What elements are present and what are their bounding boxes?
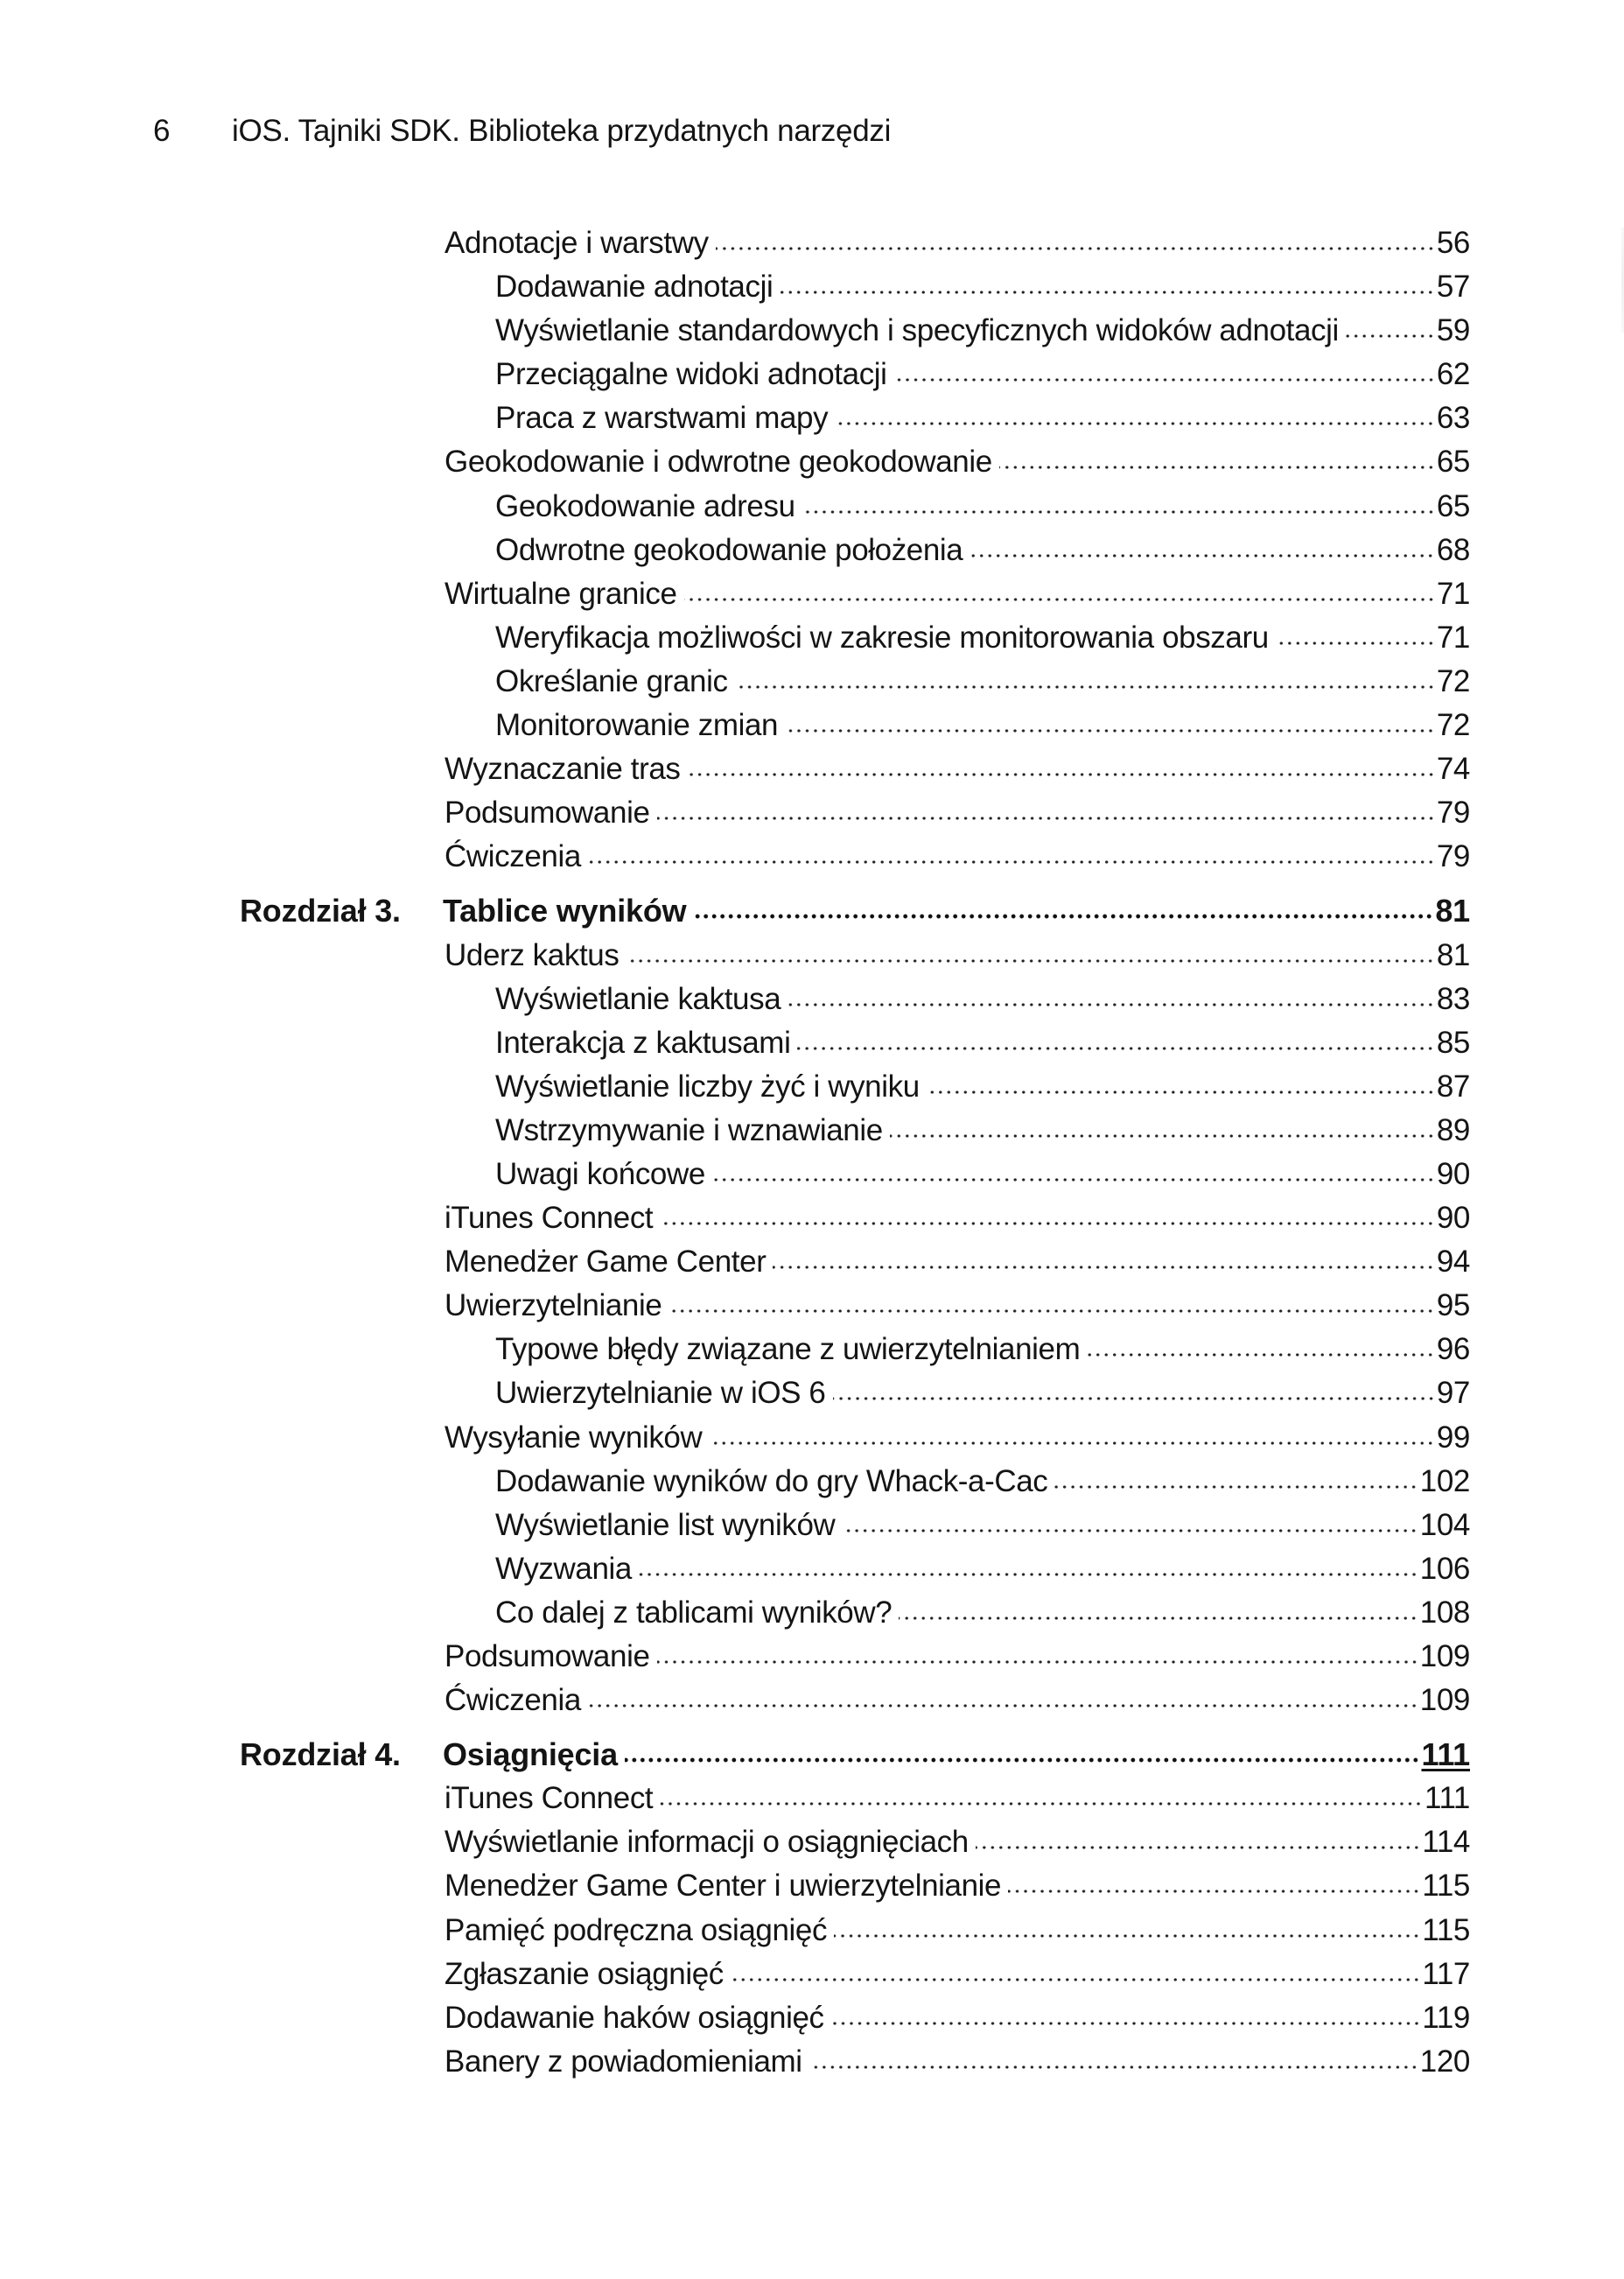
dot-leader — [788, 1003, 1435, 1006]
toc-entry-line — [444, 791, 1470, 835]
toc-subsection[interactable] — [0, 265, 1624, 309]
toc-subsection[interactable] — [0, 978, 1624, 1021]
toc-section[interactable] — [0, 1284, 1624, 1328]
toc-subsection[interactable] — [0, 529, 1624, 572]
toc-subsection[interactable] — [0, 485, 1624, 529]
dot-leader — [657, 817, 1435, 820]
dot-leader — [668, 1309, 1434, 1313]
toc-entry-line — [495, 1109, 1470, 1153]
dot-leader — [809, 2065, 1418, 2069]
toc-entry-page: 115 — [1422, 1869, 1470, 1904]
toc-entry-line — [444, 1196, 1470, 1240]
toc-entry-title: iTunes Connect — [444, 1781, 654, 1816]
toc-entry-page: 57 — [1436, 270, 1470, 305]
dot-leader — [625, 1757, 1420, 1763]
dot-leader — [660, 1222, 1435, 1225]
toc-entry-title: Dodawanie wyników do gry Whack-a-Cac — [495, 1463, 1048, 1498]
toc-section[interactable] — [0, 1909, 1624, 1953]
toc-entry-line — [495, 704, 1470, 747]
dot-leader — [639, 1573, 1418, 1576]
toc-entry-page: 94 — [1436, 1245, 1470, 1280]
dot-leader — [626, 959, 1434, 963]
toc-entry-page: 90 — [1436, 1201, 1470, 1236]
toc-entry-title: Podsumowanie — [444, 796, 650, 831]
toc-entry-title: Weryfikacja możliwości w zakresie monitorowania obszaru — [495, 620, 1269, 655]
dot-leader — [797, 1047, 1434, 1050]
toc-entry-page: 102 — [1419, 1463, 1470, 1498]
toc-entry-title: Wyznaczanie tras — [444, 752, 681, 787]
toc-entry-title: Uderz kaktus — [444, 937, 620, 972]
dot-leader — [712, 1178, 1435, 1182]
dot-leader — [999, 466, 1435, 469]
toc-entry-page: 68 — [1436, 532, 1470, 567]
toc-entry-title: Wysyłanie wyników — [444, 1420, 703, 1455]
toc-entry-line — [495, 660, 1470, 704]
toc-section[interactable] — [0, 1864, 1624, 1908]
dot-leader — [1346, 334, 1435, 338]
toc-entry-line — [495, 1371, 1470, 1415]
toc-entry-title: Tablice wyników — [443, 893, 687, 929]
toc-entry-title: Zgłaszanie osiągnięć — [444, 1956, 724, 1991]
toc-section[interactable] — [0, 747, 1624, 791]
toc-section[interactable] — [0, 2040, 1624, 2084]
toc-entry-line — [444, 2040, 1470, 2084]
dot-leader — [890, 1134, 1435, 1138]
toc-entry-title: Menedżer Game Center i uwierzytelnianie — [444, 1869, 1002, 1904]
toc-entry-title: Określanie granic — [495, 663, 728, 698]
dot-leader — [773, 1266, 1434, 1269]
toc-entry-title: Menedżer Game Center — [444, 1245, 766, 1280]
toc-entry-page: 62 — [1436, 357, 1470, 392]
toc-entry-line — [444, 440, 1470, 484]
toc-entry-page: 104 — [1419, 1507, 1470, 1542]
toc-entry-page: 65 — [1436, 488, 1470, 523]
toc-section[interactable] — [0, 1996, 1624, 2040]
toc-entry-line — [444, 1284, 1470, 1328]
toc-entry-page: 56 — [1436, 226, 1470, 260]
toc-entry-line — [444, 1777, 1470, 1820]
toc-entry-page: 72 — [1436, 708, 1470, 743]
toc-entry-page: 114 — [1422, 1825, 1470, 1860]
dot-leader — [1054, 1485, 1418, 1489]
dot-leader — [657, 1660, 1418, 1664]
book-title: iOS. Tajniki SDK. Biblioteka przydatnych narzędzi — [232, 114, 892, 148]
toc-entry-title: Ćwiczenia — [444, 1683, 581, 1718]
running-head — [153, 112, 891, 151]
toc-entry-title: iTunes Connect — [444, 1201, 654, 1236]
toc-entry-title: Uwagi końcowe — [495, 1156, 705, 1191]
dot-leader — [842, 1529, 1418, 1532]
toc-entry-line — [444, 1996, 1470, 2040]
toc-subsection[interactable] — [0, 1153, 1624, 1196]
toc-subsection[interactable] — [0, 660, 1624, 704]
toc-entry-page: 108 — [1419, 1595, 1470, 1630]
toc-section[interactable] — [0, 221, 1624, 265]
toc-entry-line — [444, 1820, 1470, 1864]
toc-entry-line — [444, 934, 1470, 978]
toc-section[interactable] — [0, 1196, 1624, 1240]
dot-leader — [831, 2022, 1421, 2025]
toc-entry-line — [495, 485, 1470, 529]
toc-entry-line — [495, 353, 1470, 396]
toc-subsection[interactable] — [0, 1328, 1624, 1371]
toc-entry-page: 87 — [1436, 1069, 1470, 1104]
toc-chapter-heading[interactable] — [0, 1733, 1624, 1777]
dot-leader — [588, 860, 1435, 864]
dot-leader — [927, 1090, 1435, 1094]
toc-entry-line — [444, 221, 1470, 265]
toc-section[interactable] — [0, 1635, 1624, 1679]
toc-subsection[interactable] — [0, 1065, 1624, 1109]
toc-entry-line — [495, 1460, 1470, 1504]
toc-entry-line — [495, 529, 1470, 572]
toc-entry-page: 97 — [1436, 1376, 1470, 1411]
toc-entry-page: 106 — [1419, 1551, 1470, 1586]
chapter-label: Rozdział 4. — [240, 1736, 401, 1773]
toc-entry-line — [495, 396, 1470, 440]
toc-entry-page: 89 — [1436, 1112, 1470, 1147]
dot-leader — [588, 1704, 1418, 1707]
toc-entry-title: Banery z powiadomieniami — [444, 2044, 802, 2079]
dot-leader — [835, 422, 1435, 425]
toc-entry-page: 120 — [1419, 2044, 1470, 2079]
toc-entry-line — [495, 616, 1470, 660]
toc-subsection[interactable] — [0, 1371, 1624, 1415]
toc-entry-title: Praca z warstwami mapy — [495, 401, 829, 436]
toc-entry-line — [495, 1021, 1470, 1065]
dot-leader — [716, 247, 1435, 250]
toc-entry-page: 115 — [1422, 1912, 1470, 1947]
toc-subsection[interactable] — [0, 396, 1624, 440]
toc-entry-line — [443, 1733, 1470, 1777]
toc-entry-page: 83 — [1436, 981, 1470, 1016]
toc-entry-title: Geokodowanie adresu — [495, 488, 795, 523]
toc-entry-line — [495, 1153, 1470, 1196]
toc-entry-title: Ćwiczenia — [444, 839, 581, 874]
toc-entry-line — [444, 1864, 1470, 1908]
toc-entry-page: 79 — [1436, 796, 1470, 831]
toc-entry-title: Monitorowanie zmian — [495, 708, 779, 743]
toc-entry-page: 119 — [1422, 2000, 1470, 2035]
toc-entry-page: 95 — [1436, 1288, 1470, 1323]
toc-entry-page: 99 — [1436, 1420, 1470, 1455]
toc-entry-line — [444, 1953, 1470, 1996]
toc-entry-line — [495, 1591, 1470, 1635]
dot-leader — [976, 1846, 1421, 1849]
dot-leader — [894, 378, 1435, 382]
toc-subsection[interactable] — [0, 309, 1624, 353]
toc-section[interactable] — [0, 1679, 1624, 1722]
dot-leader — [780, 291, 1435, 294]
toc-entry-page: 109 — [1419, 1683, 1470, 1718]
toc-entry-title: Wyświetlanie liczby żyć i wyniku — [495, 1069, 920, 1104]
dot-leader — [785, 729, 1435, 733]
toc-chapter-heading[interactable] — [0, 889, 1624, 933]
toc-subsection[interactable] — [0, 616, 1624, 660]
toc-entry-title: Osiągnięcia — [443, 1736, 618, 1773]
dot-leader — [834, 1934, 1420, 1938]
toc-entry-page: 63 — [1436, 401, 1470, 436]
toc-entry-title: Uwierzytelnianie — [444, 1288, 662, 1323]
toc-entry-line — [444, 572, 1470, 616]
toc-entry-title: Geokodowanie i odwrotne geokodowanie — [444, 445, 992, 480]
toc-section[interactable] — [0, 791, 1624, 835]
toc-entry-page: 90 — [1436, 1156, 1470, 1191]
toc-subsection[interactable] — [0, 1504, 1624, 1547]
toc-entry-page: 109 — [1419, 1639, 1470, 1673]
toc-section[interactable] — [0, 1777, 1624, 1820]
toc-entry-title: Dodawanie adnotacji — [495, 270, 774, 305]
toc-entry-page: 71 — [1436, 576, 1470, 611]
dot-leader — [709, 1441, 1435, 1445]
toc-subsection[interactable] — [0, 704, 1624, 747]
toc-entry-line — [495, 1065, 1470, 1109]
toc-entry-line — [444, 1679, 1470, 1722]
dot-leader — [693, 914, 1433, 919]
page-number: 6 — [153, 114, 171, 148]
toc-entry-title: Typowe błędy związane z uwierzytelnianiem — [495, 1332, 1081, 1367]
toc-entry-line — [444, 747, 1470, 791]
table-of-contents — [0, 221, 1624, 2084]
toc-entry-page: 85 — [1436, 1025, 1470, 1060]
dot-leader — [688, 773, 1435, 776]
toc-subsection[interactable] — [0, 1109, 1624, 1153]
toc-entry-page: 71 — [1436, 620, 1470, 655]
chapter-label: Rozdział 3. — [240, 893, 401, 929]
toc-entry-line — [495, 309, 1470, 353]
toc-subsection[interactable] — [0, 1021, 1624, 1065]
toc-entry-title: Przeciągalne widoki adnotacji — [495, 357, 887, 392]
toc-subsection[interactable] — [0, 1460, 1624, 1504]
dot-leader — [899, 1616, 1418, 1620]
dot-leader — [1008, 1890, 1420, 1893]
toc-entry-title: Pamięć podręczna osiągnięć — [444, 1912, 828, 1947]
toc-entry-title: Adnotacje i warstwy — [444, 226, 709, 260]
toc-entry-line — [443, 889, 1470, 933]
toc-entry-line — [495, 978, 1470, 1021]
toc-section[interactable] — [0, 1240, 1624, 1284]
toc-entry-title: Wirtualne granice — [444, 576, 677, 611]
dot-leader — [660, 1802, 1423, 1806]
dot-leader — [802, 510, 1435, 514]
toc-entry-line — [444, 1240, 1470, 1284]
toc-entry-page: 111 — [1421, 1736, 1470, 1773]
toc-subsection[interactable] — [0, 353, 1624, 396]
toc-entry-title: Odwrotne geokodowanie położenia — [495, 532, 963, 567]
toc-entry-line — [444, 1635, 1470, 1679]
toc-entry-page: 59 — [1436, 313, 1470, 348]
toc-entry-title: Wyświetlanie standardowych i specyficznych widoków adnotacji — [495, 313, 1339, 348]
toc-section[interactable] — [0, 440, 1624, 484]
toc-entry-title: Co dalej z tablicami wyników? — [495, 1595, 892, 1630]
toc-entry-page: 74 — [1436, 752, 1470, 787]
toc-entry-page: 79 — [1436, 839, 1470, 874]
dot-leader — [684, 598, 1435, 601]
toc-entry-title: Wyświetlanie list wyników — [495, 1507, 836, 1542]
dot-leader — [833, 1397, 1435, 1400]
toc-subsection[interactable] — [0, 1547, 1624, 1591]
toc-section[interactable] — [0, 1953, 1624, 1996]
toc-entry-page: 117 — [1422, 1956, 1470, 1991]
dot-leader — [731, 1978, 1421, 1981]
toc-entry-line — [495, 265, 1470, 309]
toc-entry-title: Uwierzytelnianie w iOS 6 — [495, 1376, 826, 1411]
toc-entry-line — [444, 1416, 1470, 1460]
toc-entry-page: 81 — [1436, 937, 1470, 972]
toc-entry-page: 96 — [1436, 1332, 1470, 1367]
toc-entry-page: 111 — [1424, 1781, 1470, 1816]
toc-entry-title: Wyświetlanie informacji o osiągnięciach — [444, 1825, 969, 1860]
toc-entry-title: Podsumowanie — [444, 1639, 650, 1673]
dot-leader — [735, 685, 1435, 689]
toc-entry-title: Interakcja z kaktusami — [495, 1025, 791, 1060]
dot-leader — [970, 554, 1434, 557]
toc-section[interactable] — [0, 572, 1624, 616]
toc-section[interactable] — [0, 1820, 1624, 1864]
toc-entry-line — [444, 835, 1470, 879]
toc-entry-line — [495, 1328, 1470, 1371]
toc-subsection[interactable] — [0, 1591, 1624, 1635]
toc-entry-title: Wyzwania — [495, 1551, 632, 1586]
toc-entry-title: Wstrzymywanie i wznawianie — [495, 1112, 883, 1147]
dot-leader — [1276, 642, 1435, 645]
toc-entry-title: Dodawanie haków osiągnięć — [444, 2000, 824, 2035]
toc-section[interactable] — [0, 1416, 1624, 1460]
toc-entry-line — [444, 1909, 1470, 1953]
toc-entry-page: 72 — [1436, 663, 1470, 698]
toc-entry-title: Wyświetlanie kaktusa — [495, 981, 781, 1016]
toc-entry-line — [495, 1504, 1470, 1547]
toc-section[interactable] — [0, 934, 1624, 978]
dot-leader — [1087, 1353, 1434, 1357]
toc-entry-line — [495, 1547, 1470, 1591]
toc-entry-page: 65 — [1436, 445, 1470, 480]
toc-section[interactable] — [0, 835, 1624, 879]
toc-entry-page: 81 — [1435, 893, 1470, 929]
